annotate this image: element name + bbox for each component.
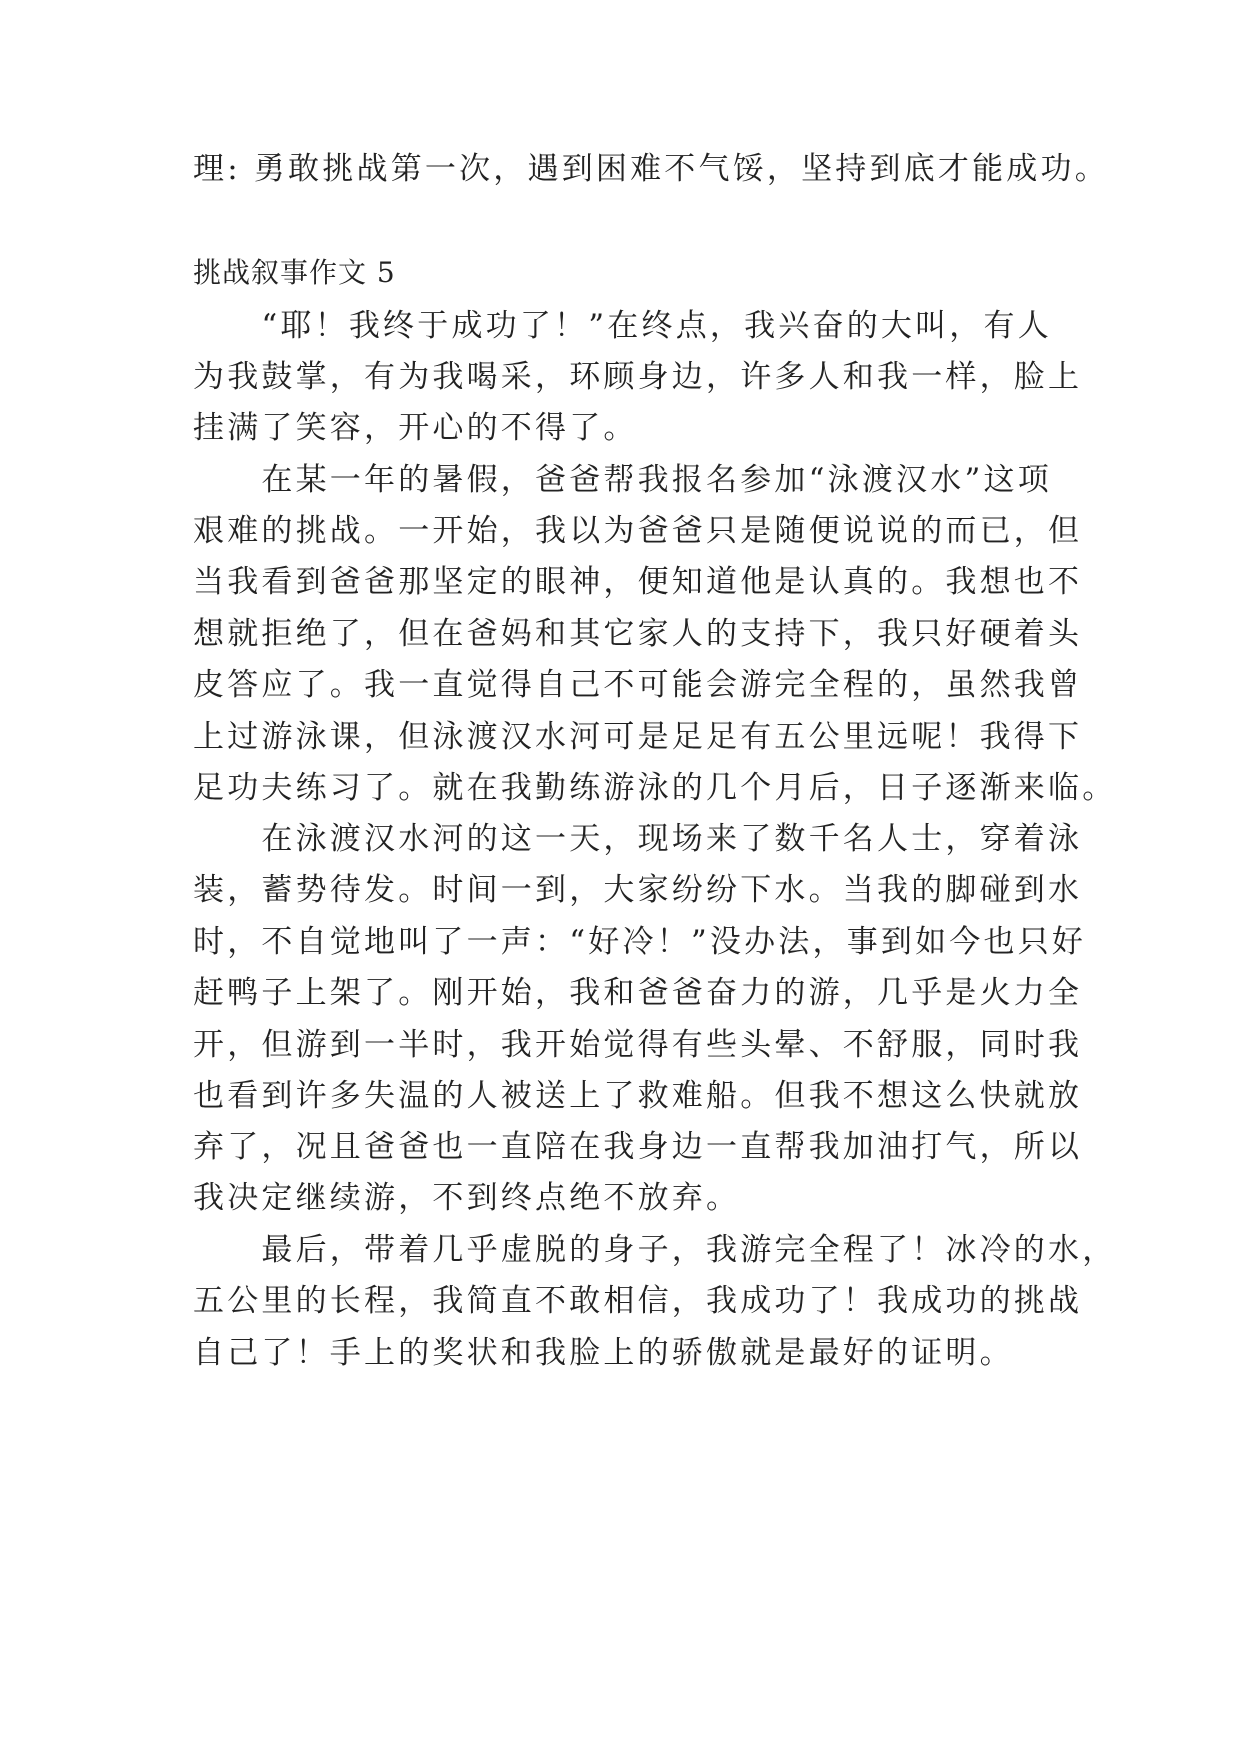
text-line: 艰难的挑战。一开始，我以为爸爸只是随便说说的而已，但 (193, 513, 1083, 549)
text-line: 当我看到爸爸那坚定的眼神，便知道他是认真的。我想也不 (193, 564, 1083, 600)
text-line: 皮答应了。我一直觉得自己不可能会游完全程的，虽然我曾 (193, 667, 1083, 703)
text-line: 装，蓄势待发。时间一到，大家纷纷下水。当我的脚碰到水 (193, 872, 1083, 908)
section-title: 挑战叙事作文 5 (193, 256, 396, 289)
text-line: 也看到许多失温的人被送上了救难船。但我不想这么快就放 (193, 1078, 1083, 1114)
text-line: 弃了，况且爸爸也一直陪在我身边一直帮我加油打气，所以 (193, 1129, 1083, 1165)
top-line: 理: 勇敢挑战第一次，遇到困难不气馁，坚持到底才能成功。 (193, 151, 1109, 187)
text-line: 在某一年的暑假，爸爸帮我报名参加“泳渡汉水”这项 (193, 462, 1052, 498)
text-line: 开，但游到一半时，我开始觉得有些头晕、不舒服，同时我 (193, 1027, 1083, 1063)
text-line: 为我鼓掌，有为我喝采，环顾身边，许多人和我一样，脸上 (193, 359, 1083, 395)
text-line: 自己了！手上的奖状和我脸上的骄傲就是最好的证明。 (193, 1335, 1014, 1371)
text-line: 五公里的长程，我简直不敢相信，我成功了！我成功的挑战 (193, 1283, 1083, 1319)
text-line: 在泳渡汉水河的这一天，现场来了数千名人士，穿着泳 (193, 821, 1083, 857)
text-line: “耶！我终于成功了！”在终点，我兴奋的大叫，有人 (193, 308, 1052, 344)
text-line: 时，不自觉地叫了一声：“好冷！”没办法，事到如今也只好 (193, 924, 1087, 960)
text-line: 足功夫练习了。就在我勤练游泳的几个月后，日子逐渐来临。 (193, 770, 1117, 806)
text-line: 我决定继续游，不到终点绝不放弃。 (193, 1180, 741, 1216)
text-line: 挂满了笑容，开心的不得了。 (193, 410, 638, 446)
text-line: 赶鸭子上架了。刚开始，我和爸爸奋力的游，几乎是火力全 (193, 975, 1083, 1011)
text-line: 最后，带着几乎虚脱的身子，我游完全程了！冰冷的水， (193, 1232, 1117, 1268)
text-line: 想就拒绝了，但在爸妈和其它家人的支持下，我只好硬着头 (193, 616, 1083, 652)
text-line: 上过游泳课，但泳渡汉水河可是足足有五公里远呢！我得下 (193, 719, 1083, 755)
